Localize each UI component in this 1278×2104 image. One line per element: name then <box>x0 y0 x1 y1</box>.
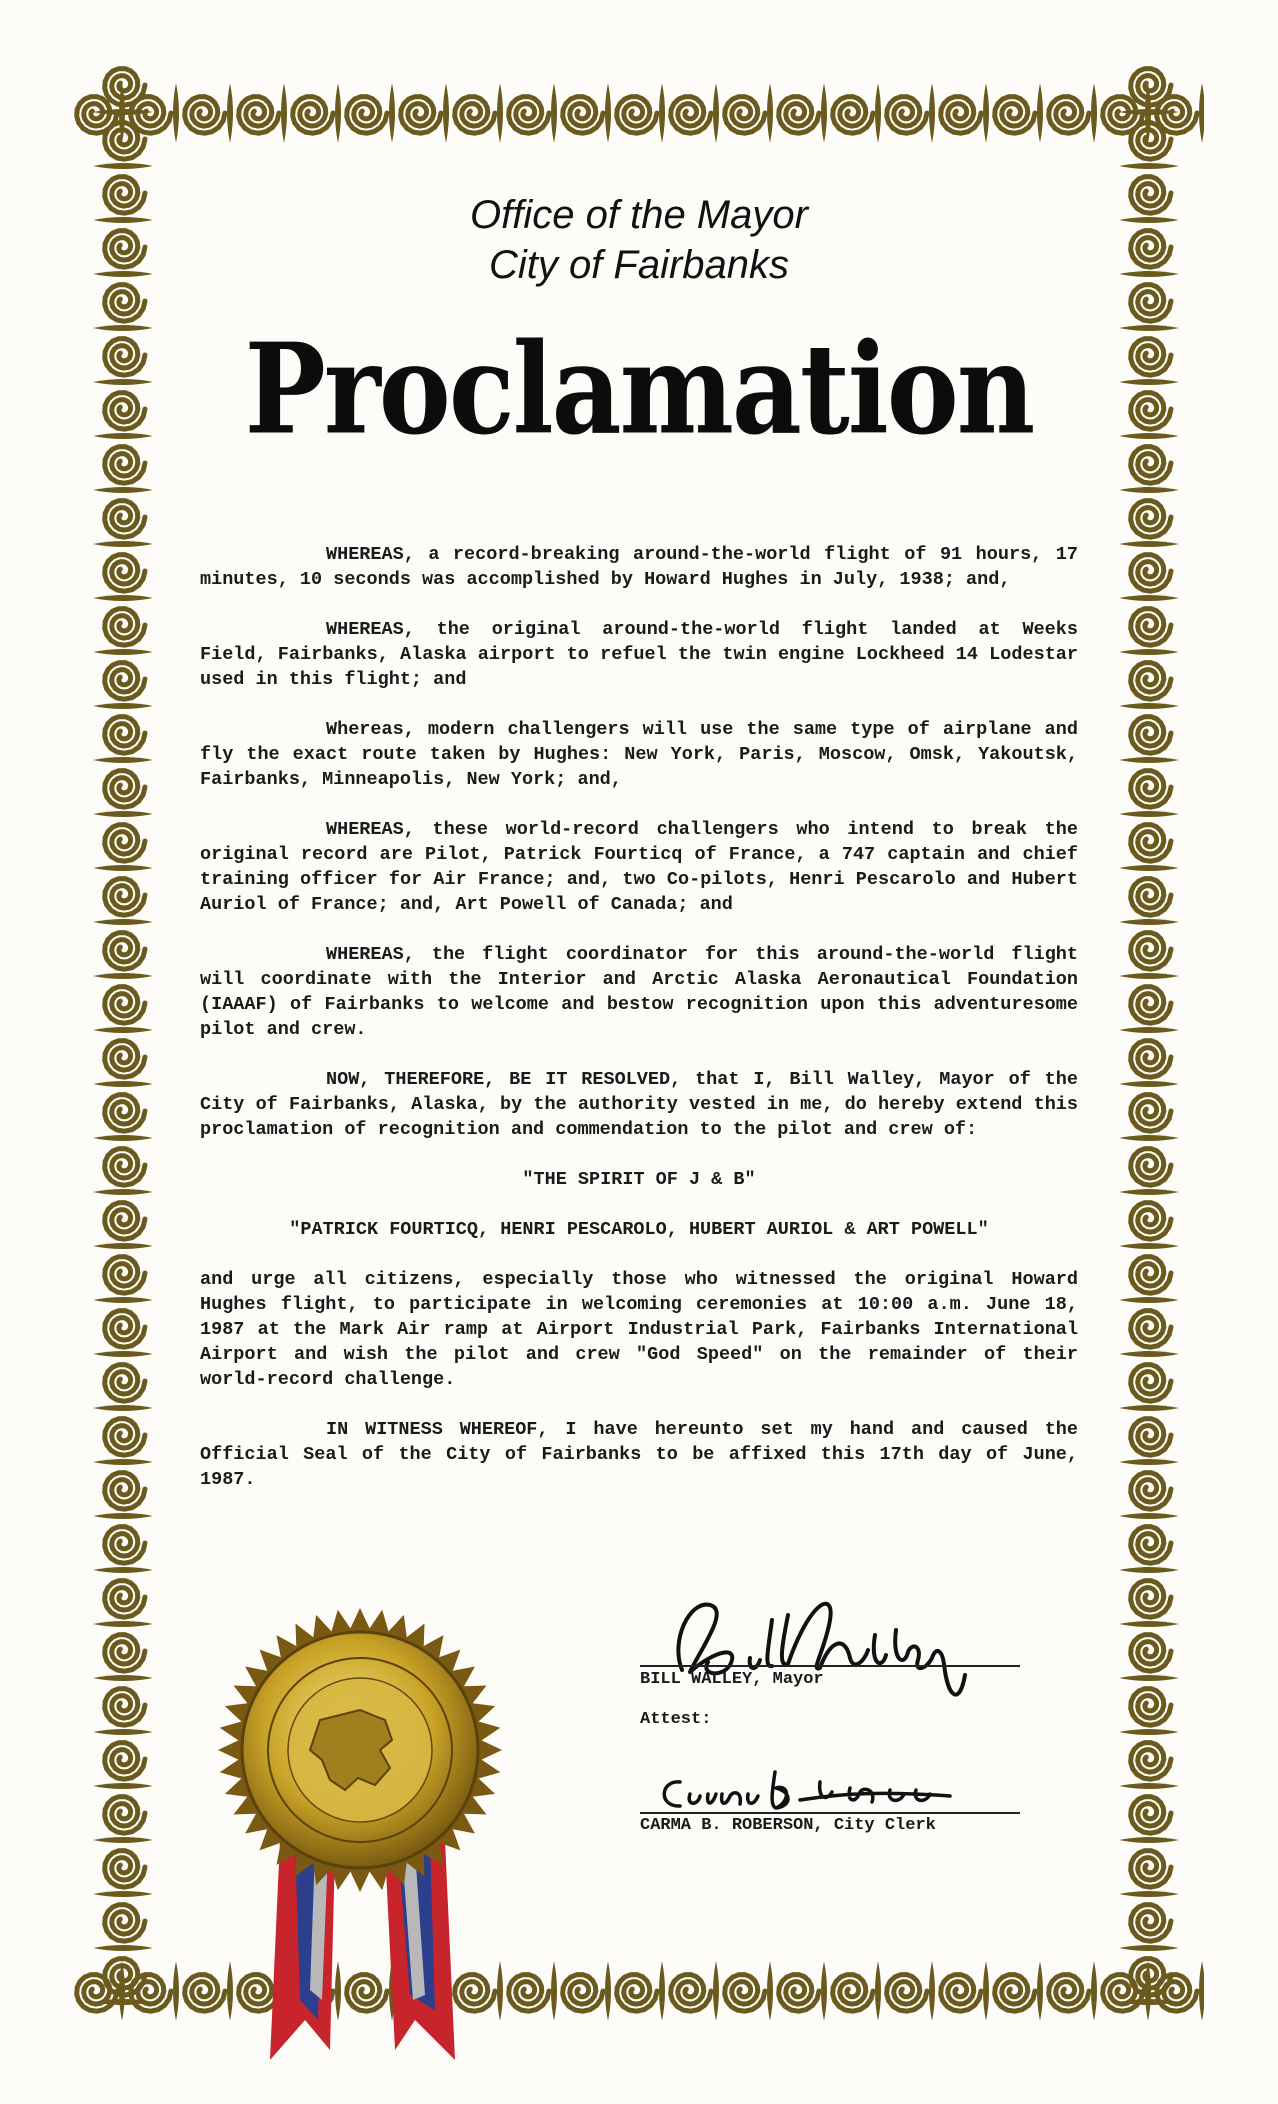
whereas-paragraph-5: WHEREAS, the flight coordinator for this around-the-world flight will coordinate with the Interior and Arctic Alaska Aeronautical Foundation (IAAAF) of Fairbanks to welcome and bestow recognition upon this adventuresome pilot and crew. <box>200 944 1078 1040</box>
border-leaf <box>1119 1351 1179 1357</box>
border-leaf <box>1119 1405 1179 1411</box>
border-spiral <box>1131 393 1171 430</box>
border-spiral <box>1131 555 1171 592</box>
border-leaf <box>1119 595 1179 601</box>
clerk-caption: CARMA B. ROBERSON, City Clerk <box>640 1816 936 1835</box>
border-leaf <box>93 1459 153 1465</box>
proclamation-title: Proclamation <box>244 317 1034 463</box>
border-leaf <box>93 1891 153 1897</box>
office-line-1: Office of the Mayor <box>470 193 808 237</box>
border-spiral <box>239 97 279 134</box>
border-leaf <box>1119 1675 1179 1681</box>
border-leaf <box>93 487 153 493</box>
border-leaf <box>93 1513 153 1519</box>
border-spiral <box>105 987 145 1024</box>
border-spiral <box>105 1959 145 1996</box>
border-left <box>68 58 178 2046</box>
border-leaf <box>93 757 153 763</box>
border-leaf <box>93 541 153 547</box>
border-spiral <box>105 393 145 430</box>
office-line-2: City of Fairbanks <box>488 243 790 287</box>
border-spiral <box>509 1975 549 2012</box>
border-leaf <box>551 1961 557 2021</box>
border-spiral <box>105 1581 145 1618</box>
border-leaf <box>1119 649 1179 655</box>
border-spiral <box>105 1203 145 1240</box>
border-leaf <box>93 217 153 223</box>
border-spiral <box>105 1689 145 1726</box>
border-spiral <box>833 1975 873 2012</box>
border-leaf <box>93 811 153 817</box>
border-leaf <box>93 919 153 925</box>
border-leaf <box>93 865 153 871</box>
border-spiral <box>671 97 711 134</box>
border-spiral <box>563 1975 603 2012</box>
border-leaf <box>93 1027 153 1033</box>
border-leaf <box>443 83 449 143</box>
border-leaf <box>767 83 773 143</box>
border-leaf <box>1119 1135 1179 1141</box>
border-leaf <box>713 83 719 143</box>
border-spiral <box>105 1311 145 1348</box>
border-spiral <box>105 771 145 808</box>
border-leaf <box>1119 811 1179 817</box>
border-leaf <box>1119 163 1179 169</box>
border-spiral <box>725 1975 765 2012</box>
border-leaf <box>659 83 665 143</box>
border-spiral <box>293 97 333 134</box>
mayor-signature-line <box>640 1665 1020 1667</box>
border-leaf <box>1119 1999 1179 2005</box>
border-leaf <box>1119 757 1179 763</box>
border-spiral <box>1131 447 1171 484</box>
border-leaf <box>1119 1621 1179 1627</box>
border-leaf <box>551 83 557 143</box>
border-spiral <box>1131 825 1171 862</box>
border-spiral <box>105 1419 145 1456</box>
border-spiral <box>941 1975 981 2012</box>
border-leaf <box>605 83 611 143</box>
border-spiral <box>1131 1203 1171 1240</box>
border-leaf <box>93 595 153 601</box>
border-spiral <box>1049 1975 1089 2012</box>
border-spiral <box>941 97 981 134</box>
border-spiral <box>1131 1851 1171 1888</box>
border-spiral <box>1131 771 1171 808</box>
border-leaf <box>1119 865 1179 871</box>
border-leaf <box>1119 1513 1179 1519</box>
border-leaf <box>93 1243 153 1249</box>
border-leaf <box>93 1999 153 2005</box>
border-spiral <box>1131 339 1171 376</box>
border-leaf <box>93 1729 153 1735</box>
border-leaf <box>93 1945 153 1951</box>
border-leaf <box>93 163 153 169</box>
border-spiral <box>1131 987 1171 1024</box>
border-leaf <box>1119 1729 1179 1735</box>
border-spiral <box>1131 1095 1171 1132</box>
border-leaf <box>1119 1945 1179 1951</box>
border-spiral <box>1049 97 1089 134</box>
border-leaf <box>1119 1027 1179 1033</box>
border-leaf <box>93 1783 153 1789</box>
border-leaf <box>93 379 153 385</box>
border-leaf <box>1119 433 1179 439</box>
border-leaf <box>93 1621 153 1627</box>
border-leaf <box>93 1297 153 1303</box>
border-spiral <box>1131 663 1171 700</box>
border-right <box>1094 58 1204 2046</box>
clerk-signature-line <box>640 1812 1020 1814</box>
border-spiral <box>105 1905 145 1942</box>
border-leaf <box>93 973 153 979</box>
border-leaf <box>659 1961 665 2021</box>
border-spiral <box>105 1527 145 1564</box>
witness-paragraph: IN WITNESS WHEREOF, I have hereunto set my hand and caused the Official Seal of the City of Fairbanks to be affixed this 17th day of June, 1987. <box>200 1419 1078 1490</box>
border-leaf <box>93 703 153 709</box>
border-spiral <box>401 97 441 134</box>
office-heading <box>200 190 1078 290</box>
border-spiral <box>1131 123 1171 160</box>
border-spiral <box>105 1851 145 1888</box>
border-leaf <box>1119 1081 1179 1087</box>
border-spiral <box>779 97 819 134</box>
border-spiral <box>725 97 765 134</box>
border-leaf <box>389 83 395 143</box>
border-spiral <box>105 1635 145 1672</box>
border-spiral <box>1131 717 1171 754</box>
resolved-paragraph: NOW, THEREFORE, BE IT RESOLVED, that I, Bill Walley, Mayor of the City of Fairbanks, Alaska, by the authority vested in me, do hereby extend this proclamation of recognition and commendation to the pilot and crew of: <box>200 1069 1078 1140</box>
border-spiral <box>1131 1419 1171 1456</box>
border-leaf <box>1119 703 1179 709</box>
urge-paragraph: and urge all citizens, especially those who witnessed the original Howard Hughes flight, to participate in welcoming ceremonies at 10:00 a.m. June 18, 1987 at the Mark Air ramp at Airport Industrial Park, Fairbanks International Airport and wish the pilot and crew "God Speed" on the remainder of their world-record challenge. <box>200 1269 1078 1390</box>
border-spiral <box>105 825 145 862</box>
border-spiral <box>1131 1473 1171 1510</box>
border-spiral <box>509 97 549 134</box>
border-leaf <box>93 325 153 331</box>
border-spiral <box>1131 1041 1171 1078</box>
border-spiral <box>563 97 603 134</box>
border-spiral <box>105 339 145 376</box>
border-leaf <box>1119 1837 1179 1843</box>
border-spiral <box>105 447 145 484</box>
mayor-signature <box>660 1580 990 1710</box>
border-leaf <box>1119 541 1179 547</box>
border-spiral <box>105 1365 145 1402</box>
official-seal <box>210 1600 510 2080</box>
border-spiral <box>1131 1959 1171 1996</box>
border-leaf <box>1119 109 1179 115</box>
border-leaf <box>983 83 989 143</box>
border-leaf <box>93 649 153 655</box>
border-leaf <box>1119 1297 1179 1303</box>
border-leaf <box>93 109 153 115</box>
border-spiral <box>105 123 145 160</box>
border-leaf <box>1119 1459 1179 1465</box>
whereas-paragraph-3: Whereas, modern challengers will use the same type of airplane and fly the exact route taken by Hughes: New York, Paris, Moscow, Omsk, Yakoutsk, Fairbanks, Minneapolis, New York; and, <box>200 719 1078 790</box>
border-leaf <box>497 83 503 143</box>
border-leaf <box>93 1189 153 1195</box>
border-spiral <box>887 97 927 134</box>
border-leaf <box>983 1961 989 2021</box>
border-spiral <box>1131 69 1171 106</box>
border-leaf <box>93 433 153 439</box>
border-spiral <box>1131 1149 1171 1186</box>
border-spiral <box>617 97 657 134</box>
border-leaf <box>1037 83 1043 143</box>
crew-names: "PATRICK FOURTICQ, HENRI PESCAROLO, HUBERT AURIOL & ART POWELL" <box>289 1219 989 1240</box>
whereas-paragraph-4: WHEREAS, these world-record challengers who intend to break the original record are Pilot, Patrick Fourticq of France, a 747 captain and chief training officer for Air France; and, two Co-pilots, Henri Pescarolo and Hubert Auriol of France; and, Art Powell of Canada; and <box>200 819 1078 915</box>
border-spiral <box>105 501 145 538</box>
border-leaf <box>821 83 827 143</box>
whereas-paragraph-2: WHEREAS, the original around-the-world flight landed at Weeks Field, Fairbanks, Alaska airport to refuel the twin engine Lockheed 14 Lodestar used in this flight; and <box>200 619 1078 690</box>
border-leaf <box>93 1837 153 1843</box>
border-spiral <box>1131 1797 1171 1834</box>
border-leaf <box>713 1961 719 2021</box>
border-spiral <box>1131 177 1171 214</box>
border-spiral <box>1131 933 1171 970</box>
border-spiral <box>995 1975 1035 2012</box>
border-spiral <box>1131 1527 1171 1564</box>
mayor-caption: BILL WALLEY, Mayor <box>640 1670 824 1689</box>
border-leaf <box>929 1961 935 2021</box>
border-leaf <box>93 1675 153 1681</box>
border-leaf <box>929 83 935 143</box>
border-spiral <box>1131 1581 1171 1618</box>
border-spiral <box>1131 879 1171 916</box>
border-spiral <box>1131 1365 1171 1402</box>
border-leaf <box>1119 487 1179 493</box>
border-spiral <box>105 177 145 214</box>
border-spiral <box>105 933 145 970</box>
border-spiral <box>779 1975 819 2012</box>
border-spiral <box>105 1041 145 1078</box>
border-leaf <box>1119 1891 1179 1897</box>
border-leaf <box>767 1961 773 2021</box>
border-spiral <box>185 97 225 134</box>
border-spiral <box>1131 501 1171 538</box>
border-spiral <box>1131 1635 1171 1672</box>
border-spiral <box>1131 285 1171 322</box>
border-leaf <box>1119 1783 1179 1789</box>
border-spiral <box>1131 1257 1171 1294</box>
border-spiral <box>105 69 145 106</box>
border-leaf <box>1119 217 1179 223</box>
border-leaf <box>1037 1961 1043 2021</box>
border-spiral <box>617 1975 657 2012</box>
border-spiral <box>105 1257 145 1294</box>
border-spiral <box>1131 1311 1171 1348</box>
attest-label: Attest: <box>640 1710 712 1729</box>
border-spiral <box>671 1975 711 2012</box>
border-spiral <box>105 717 145 754</box>
border-leaf <box>281 83 287 143</box>
border-leaf <box>93 1351 153 1357</box>
border-leaf <box>1119 1243 1179 1249</box>
border-spiral <box>105 1743 145 1780</box>
border-leaf <box>1119 1567 1179 1573</box>
border-leaf <box>93 1135 153 1141</box>
border-spiral <box>833 97 873 134</box>
border-leaf <box>93 1405 153 1411</box>
border-spiral <box>1131 231 1171 268</box>
whereas-paragraph-1: WHEREAS, a record-breaking around-the-world flight of 91 hours, 17 minutes, 10 seconds was accomplished by Howard Hughes in July, 1938; and, <box>200 544 1078 590</box>
border-spiral <box>105 609 145 646</box>
border-spiral <box>105 879 145 916</box>
border-spiral <box>105 231 145 268</box>
border-spiral <box>1131 609 1171 646</box>
border-leaf <box>1119 325 1179 331</box>
border-leaf <box>1119 919 1179 925</box>
border-leaf <box>821 1961 827 2021</box>
border-leaf <box>93 271 153 277</box>
border-leaf <box>1119 271 1179 277</box>
border-spiral <box>105 1473 145 1510</box>
border-spiral <box>995 97 1035 134</box>
border-spiral <box>105 285 145 322</box>
border-leaf <box>1119 379 1179 385</box>
border-top <box>68 58 1204 168</box>
border-spiral <box>105 663 145 700</box>
border-leaf <box>1119 1189 1179 1195</box>
border-spiral <box>105 555 145 592</box>
border-leaf <box>227 83 233 143</box>
border-leaf <box>605 1961 611 2021</box>
proclamation-body <box>200 542 1078 1517</box>
border-spiral <box>105 1797 145 1834</box>
border-leaf <box>1119 973 1179 979</box>
border-leaf <box>875 83 881 143</box>
border-leaf <box>93 1081 153 1087</box>
border-spiral <box>347 97 387 134</box>
border-spiral <box>1131 1905 1171 1942</box>
border-spiral <box>105 1095 145 1132</box>
aircraft-name: "THE SPIRIT OF J & B" <box>522 1169 756 1190</box>
border-spiral <box>1131 1689 1171 1726</box>
border-leaf <box>335 83 341 143</box>
border-spiral <box>105 1149 145 1186</box>
border-spiral <box>455 97 495 134</box>
border-spiral <box>1131 1743 1171 1780</box>
border-leaf <box>93 1567 153 1573</box>
border-leaf <box>875 1961 881 2021</box>
border-spiral <box>887 1975 927 2012</box>
